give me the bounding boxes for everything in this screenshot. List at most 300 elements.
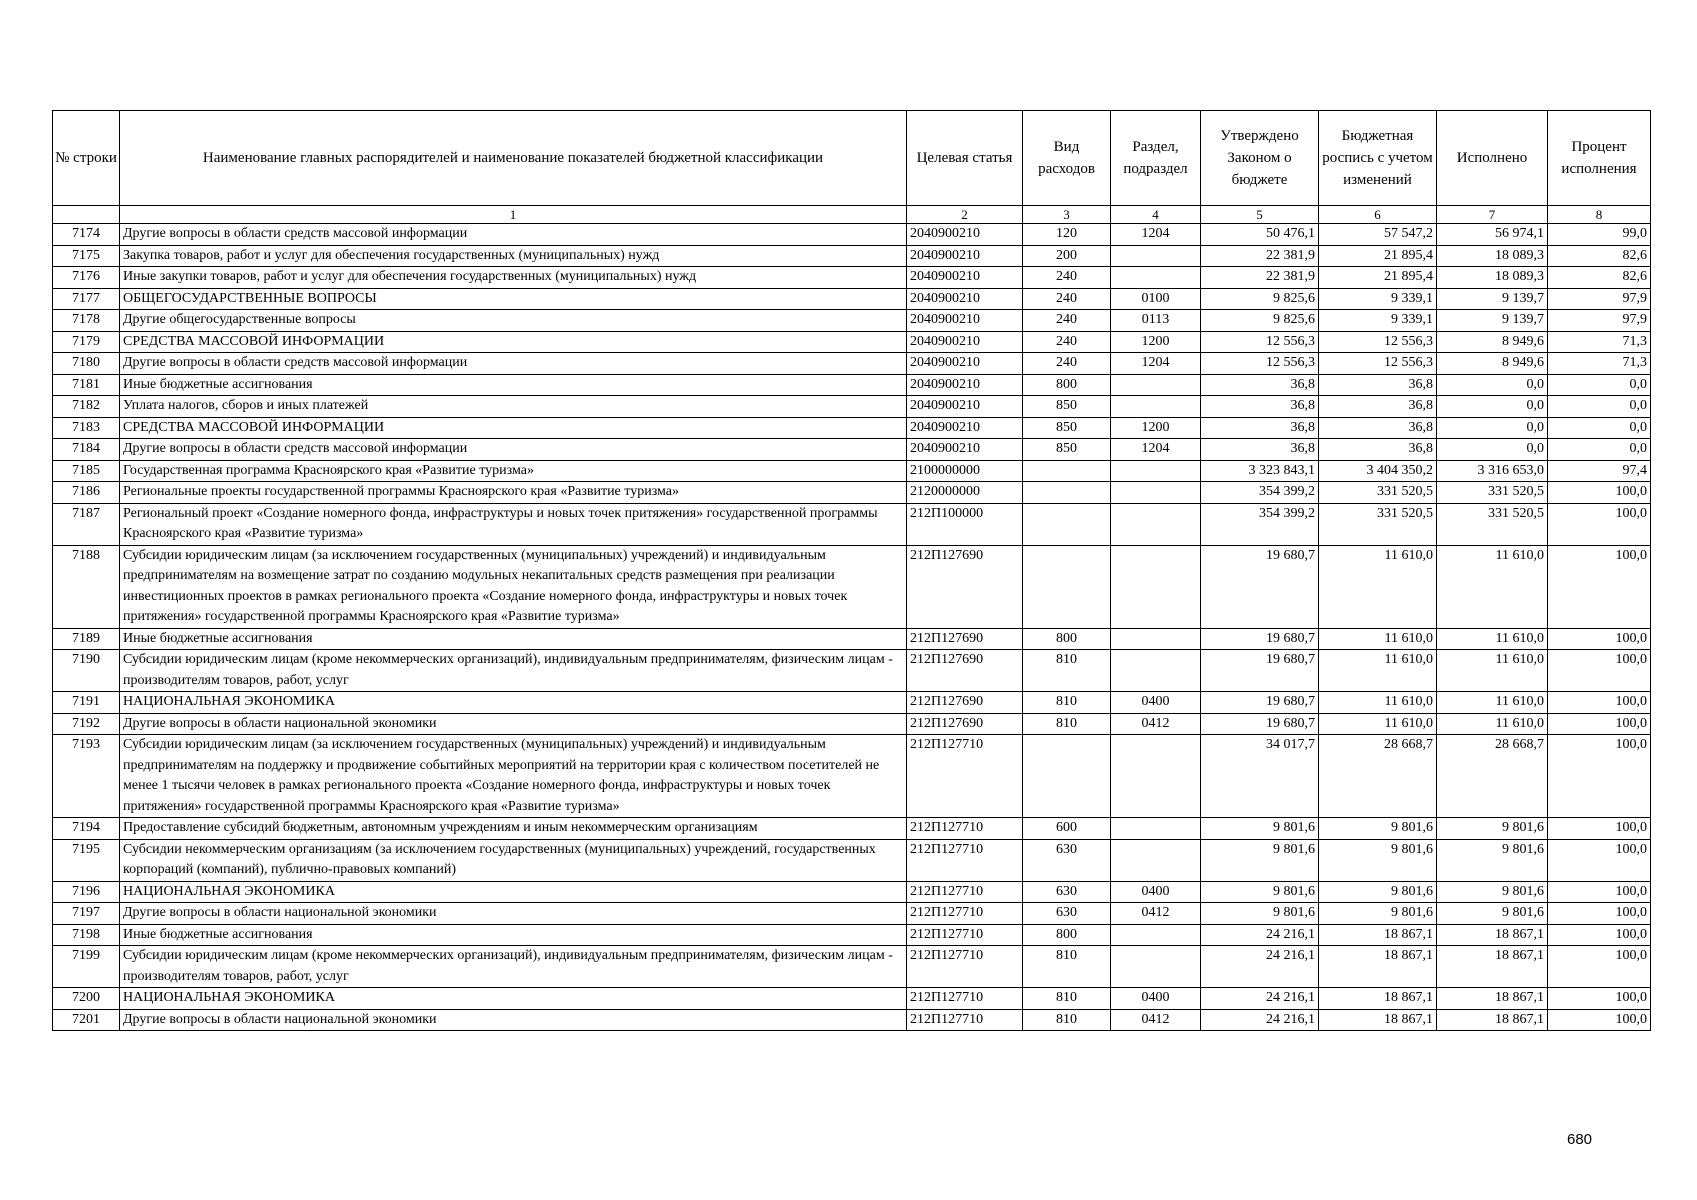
percent-cell: 100,0 bbox=[1548, 650, 1651, 692]
executed-cell: 331 520,5 bbox=[1437, 482, 1548, 504]
row-number-cell: 7200 bbox=[53, 988, 120, 1010]
header-row bbox=[53, 111, 1651, 206]
approved-cell: 9 801,6 bbox=[1201, 881, 1319, 903]
row-number-cell: 7189 bbox=[53, 628, 120, 650]
approved-cell: 24 216,1 bbox=[1201, 1009, 1319, 1031]
approved-cell: 9 801,6 bbox=[1201, 818, 1319, 840]
name-cell: Региональные проекты государственной программы Красноярского края «Развитие туризма» bbox=[120, 482, 907, 504]
name-cell: Другие вопросы в области средств массовой информации bbox=[120, 439, 907, 461]
percent-cell: 99,0 bbox=[1548, 224, 1651, 246]
row-number-cell: 7181 bbox=[53, 374, 120, 396]
budget-schedule-cell: 11 610,0 bbox=[1319, 713, 1437, 735]
section-cell bbox=[1111, 545, 1201, 628]
expense-type-cell: 850 bbox=[1023, 439, 1111, 461]
table-row bbox=[53, 650, 1651, 692]
row-number-cell: 7201 bbox=[53, 1009, 120, 1031]
approved-cell: 36,8 bbox=[1201, 374, 1319, 396]
approved-cell: 19 680,7 bbox=[1201, 650, 1319, 692]
budget-schedule-cell: 9 801,6 bbox=[1319, 839, 1437, 881]
percent-cell: 100,0 bbox=[1548, 713, 1651, 735]
approved-cell: 354 399,2 bbox=[1201, 482, 1319, 504]
percent-cell: 100,0 bbox=[1548, 545, 1651, 628]
approved-cell: 50 476,1 bbox=[1201, 224, 1319, 246]
table-row bbox=[53, 692, 1651, 714]
executed-cell: 8 949,6 bbox=[1437, 331, 1548, 353]
row-number-cell: 7194 bbox=[53, 818, 120, 840]
column-number: 4 bbox=[1111, 206, 1201, 224]
section-cell: 0400 bbox=[1111, 988, 1201, 1010]
section-cell: 1204 bbox=[1111, 439, 1201, 461]
target-article-cell: 2040900210 bbox=[907, 245, 1023, 267]
budget-schedule-cell: 9 801,6 bbox=[1319, 818, 1437, 840]
percent-cell: 100,0 bbox=[1548, 818, 1651, 840]
header-expense-type: Вид расходов bbox=[1023, 111, 1111, 206]
name-cell: Субсидии юридическим лицам (кроме некоммерческих организаций), индивидуальным предпринимателям, физическим лицам - производителям товаров, работ, услуг bbox=[120, 650, 907, 692]
row-number-cell: 7179 bbox=[53, 331, 120, 353]
budget-schedule-cell: 11 610,0 bbox=[1319, 628, 1437, 650]
expense-type-cell bbox=[1023, 503, 1111, 545]
header-name: Наименование главных распорядителей и наименование показателей бюджетной классификации bbox=[120, 111, 907, 206]
section-cell bbox=[1111, 245, 1201, 267]
table-body bbox=[53, 224, 1651, 1031]
expense-type-cell: 630 bbox=[1023, 903, 1111, 925]
row-number-cell: 7191 bbox=[53, 692, 120, 714]
approved-cell: 9 825,6 bbox=[1201, 310, 1319, 332]
row-number-cell: 7178 bbox=[53, 310, 120, 332]
target-article-cell: 2100000000 bbox=[907, 460, 1023, 482]
executed-cell: 9 801,6 bbox=[1437, 818, 1548, 840]
name-cell: Субсидии некоммерческим организациям (за исключением государственных (муниципальных) учреждений, государственных корпораций (компаний), публично-правовых компаний) bbox=[120, 839, 907, 881]
approved-cell: 24 216,1 bbox=[1201, 924, 1319, 946]
target-article-cell: 212П127710 bbox=[907, 903, 1023, 925]
budget-schedule-cell: 3 404 350,2 bbox=[1319, 460, 1437, 482]
table-row bbox=[53, 288, 1651, 310]
target-article-cell: 2040900210 bbox=[907, 331, 1023, 353]
target-article-cell: 212П127710 bbox=[907, 839, 1023, 881]
budget-schedule-cell: 18 867,1 bbox=[1319, 946, 1437, 988]
target-article-cell: 212П127690 bbox=[907, 650, 1023, 692]
target-article-cell: 212П127690 bbox=[907, 692, 1023, 714]
target-article-cell: 212П127690 bbox=[907, 545, 1023, 628]
budget-schedule-cell: 18 867,1 bbox=[1319, 988, 1437, 1010]
percent-cell: 71,3 bbox=[1548, 331, 1651, 353]
row-number-cell: 7195 bbox=[53, 839, 120, 881]
approved-cell: 36,8 bbox=[1201, 417, 1319, 439]
budget-schedule-cell: 36,8 bbox=[1319, 439, 1437, 461]
row-number-cell: 7187 bbox=[53, 503, 120, 545]
row-number-cell: 7186 bbox=[53, 482, 120, 504]
budget-execution-table bbox=[52, 110, 1651, 1031]
header-budget-schedule: Бюджетная роспись с учетом изменений bbox=[1319, 111, 1437, 206]
percent-cell: 71,3 bbox=[1548, 353, 1651, 375]
table-row bbox=[53, 713, 1651, 735]
executed-cell: 28 668,7 bbox=[1437, 735, 1548, 818]
target-article-cell: 2040900210 bbox=[907, 288, 1023, 310]
executed-cell: 18 867,1 bbox=[1437, 946, 1548, 988]
name-cell: Субсидии юридическим лицам (кроме некоммерческих организаций), индивидуальным предпринимателям, физическим лицам - производителям товаров, работ, услуг bbox=[120, 946, 907, 988]
name-cell: Предоставление субсидий бюджетным, автономным учреждениям и иным некоммерческим организациям bbox=[120, 818, 907, 840]
percent-cell: 100,0 bbox=[1548, 839, 1651, 881]
budget-schedule-cell: 9 801,6 bbox=[1319, 903, 1437, 925]
name-cell: СРЕДСТВА МАССОВОЙ ИНФОРМАЦИИ bbox=[120, 331, 907, 353]
expense-type-cell: 240 bbox=[1023, 267, 1111, 289]
approved-cell: 36,8 bbox=[1201, 396, 1319, 418]
expense-type-cell: 800 bbox=[1023, 628, 1111, 650]
column-number: 5 bbox=[1201, 206, 1319, 224]
section-cell: 1200 bbox=[1111, 331, 1201, 353]
percent-cell: 82,6 bbox=[1548, 267, 1651, 289]
row-number-cell: 7188 bbox=[53, 545, 120, 628]
percent-cell: 100,0 bbox=[1548, 1009, 1651, 1031]
row-number-cell: 7184 bbox=[53, 439, 120, 461]
table-row bbox=[53, 881, 1651, 903]
row-number-cell: 7193 bbox=[53, 735, 120, 818]
budget-schedule-cell: 11 610,0 bbox=[1319, 650, 1437, 692]
name-cell: Государственная программа Красноярского края «Развитие туризма» bbox=[120, 460, 907, 482]
executed-cell: 9 139,7 bbox=[1437, 310, 1548, 332]
section-cell bbox=[1111, 650, 1201, 692]
column-number-row bbox=[53, 206, 1651, 224]
expense-type-cell bbox=[1023, 545, 1111, 628]
table-row bbox=[53, 224, 1651, 246]
table-row bbox=[53, 396, 1651, 418]
name-cell: СРЕДСТВА МАССОВОЙ ИНФОРМАЦИИ bbox=[120, 417, 907, 439]
target-article-cell: 212П127710 bbox=[907, 988, 1023, 1010]
expense-type-cell: 810 bbox=[1023, 692, 1111, 714]
budget-schedule-cell: 36,8 bbox=[1319, 417, 1437, 439]
name-cell: ОБЩЕГОСУДАРСТВЕННЫЕ ВОПРОСЫ bbox=[120, 288, 907, 310]
row-number-cell: 7175 bbox=[53, 245, 120, 267]
column-number: 7 bbox=[1437, 206, 1548, 224]
table-row bbox=[53, 245, 1651, 267]
section-cell: 0113 bbox=[1111, 310, 1201, 332]
table-row bbox=[53, 818, 1651, 840]
name-cell: Другие вопросы в области средств массовой информации bbox=[120, 224, 907, 246]
table-row bbox=[53, 460, 1651, 482]
column-number bbox=[53, 206, 120, 224]
header-section: Раздел, подраздел bbox=[1111, 111, 1201, 206]
name-cell: Иные закупки товаров, работ и услуг для обеспечения государственных (муниципальных) нужд bbox=[120, 267, 907, 289]
expense-type-cell: 850 bbox=[1023, 396, 1111, 418]
row-number-cell: 7185 bbox=[53, 460, 120, 482]
table-row bbox=[53, 1009, 1651, 1031]
name-cell: Субсидии юридическим лицам (за исключением государственных (муниципальных) учреждений) и индивидуальным предпринимателям на поддержку и продвижение событийных мероприятий на территории края с количеством посетителей не менее 1 тысячи человек в рамках регионального проекта «Создание номерного фонда, инфраструктуры и новых точек притяжения» государственной программы Красноярского края «Развитие туризма» bbox=[120, 735, 907, 818]
target-article-cell: 2040900210 bbox=[907, 267, 1023, 289]
name-cell: Другие вопросы в области национальной экономики bbox=[120, 713, 907, 735]
percent-cell: 100,0 bbox=[1548, 628, 1651, 650]
executed-cell: 331 520,5 bbox=[1437, 503, 1548, 545]
executed-cell: 8 949,6 bbox=[1437, 353, 1548, 375]
percent-cell: 100,0 bbox=[1548, 881, 1651, 903]
column-number: 1 bbox=[120, 206, 907, 224]
name-cell: Региональный проект «Создание номерного фонда, инфраструктуры и новых точек притяжения» государственной программы Красноярского края «Развитие туризма» bbox=[120, 503, 907, 545]
expense-type-cell: 120 bbox=[1023, 224, 1111, 246]
approved-cell: 19 680,7 bbox=[1201, 628, 1319, 650]
executed-cell: 0,0 bbox=[1437, 439, 1548, 461]
percent-cell: 100,0 bbox=[1548, 946, 1651, 988]
section-cell bbox=[1111, 503, 1201, 545]
table-row bbox=[53, 482, 1651, 504]
percent-cell: 100,0 bbox=[1548, 692, 1651, 714]
expense-type-cell: 850 bbox=[1023, 417, 1111, 439]
approved-cell: 34 017,7 bbox=[1201, 735, 1319, 818]
row-number-cell: 7197 bbox=[53, 903, 120, 925]
table-row bbox=[53, 988, 1651, 1010]
expense-type-cell: 810 bbox=[1023, 1009, 1111, 1031]
row-number-cell: 7183 bbox=[53, 417, 120, 439]
table-row bbox=[53, 331, 1651, 353]
section-cell bbox=[1111, 482, 1201, 504]
section-cell: 0100 bbox=[1111, 288, 1201, 310]
target-article-cell: 2120000000 bbox=[907, 482, 1023, 504]
section-cell bbox=[1111, 924, 1201, 946]
percent-cell: 0,0 bbox=[1548, 439, 1651, 461]
table-row bbox=[53, 545, 1651, 628]
name-cell: Иные бюджетные ассигнования bbox=[120, 924, 907, 946]
percent-cell: 100,0 bbox=[1548, 503, 1651, 545]
executed-cell: 11 610,0 bbox=[1437, 545, 1548, 628]
section-cell bbox=[1111, 460, 1201, 482]
expense-type-cell: 810 bbox=[1023, 713, 1111, 735]
row-number-cell: 7199 bbox=[53, 946, 120, 988]
approved-cell: 9 801,6 bbox=[1201, 903, 1319, 925]
target-article-cell: 2040900210 bbox=[907, 374, 1023, 396]
approved-cell: 24 216,1 bbox=[1201, 988, 1319, 1010]
budget-schedule-cell: 28 668,7 bbox=[1319, 735, 1437, 818]
row-number-cell: 7198 bbox=[53, 924, 120, 946]
section-cell: 0400 bbox=[1111, 881, 1201, 903]
expense-type-cell: 800 bbox=[1023, 374, 1111, 396]
expense-type-cell: 240 bbox=[1023, 331, 1111, 353]
row-number-cell: 7196 bbox=[53, 881, 120, 903]
target-article-cell: 212П127710 bbox=[907, 881, 1023, 903]
budget-schedule-cell: 9 801,6 bbox=[1319, 881, 1437, 903]
row-number-cell: 7174 bbox=[53, 224, 120, 246]
executed-cell: 3 316 653,0 bbox=[1437, 460, 1548, 482]
budget-schedule-cell: 57 547,2 bbox=[1319, 224, 1437, 246]
executed-cell: 9 801,6 bbox=[1437, 903, 1548, 925]
expense-type-cell: 240 bbox=[1023, 288, 1111, 310]
executed-cell: 11 610,0 bbox=[1437, 713, 1548, 735]
table-row bbox=[53, 924, 1651, 946]
row-number-cell: 7177 bbox=[53, 288, 120, 310]
section-cell bbox=[1111, 818, 1201, 840]
table-row bbox=[53, 417, 1651, 439]
percent-cell: 0,0 bbox=[1548, 396, 1651, 418]
row-number-cell: 7180 bbox=[53, 353, 120, 375]
section-cell: 0412 bbox=[1111, 1009, 1201, 1031]
expense-type-cell bbox=[1023, 460, 1111, 482]
expense-type-cell: 810 bbox=[1023, 946, 1111, 988]
expense-type-cell: 200 bbox=[1023, 245, 1111, 267]
target-article-cell: 2040900210 bbox=[907, 439, 1023, 461]
table-row bbox=[53, 946, 1651, 988]
name-cell: Субсидии юридическим лицам (за исключением государственных (муниципальных) учреждений) и индивидуальным предпринимателям на возмещение затрат по созданию модульных некапитальных средств размещения при реализации инвестиционных проектов в рамках регионального проекта «Создание номерного фонда, инфраструктуры и новых точек притяжения» государственной программы Красноярского края «Развитие туризма» bbox=[120, 545, 907, 628]
row-number-cell: 7182 bbox=[53, 396, 120, 418]
expense-type-cell: 810 bbox=[1023, 988, 1111, 1010]
budget-schedule-cell: 21 895,4 bbox=[1319, 245, 1437, 267]
expense-type-cell: 630 bbox=[1023, 881, 1111, 903]
target-article-cell: 2040900210 bbox=[907, 353, 1023, 375]
executed-cell: 11 610,0 bbox=[1437, 628, 1548, 650]
percent-cell: 100,0 bbox=[1548, 735, 1651, 818]
name-cell: Иные бюджетные ассигнования bbox=[120, 628, 907, 650]
expense-type-cell: 600 bbox=[1023, 818, 1111, 840]
table-row bbox=[53, 267, 1651, 289]
approved-cell: 9 801,6 bbox=[1201, 839, 1319, 881]
section-cell bbox=[1111, 267, 1201, 289]
section-cell: 0412 bbox=[1111, 713, 1201, 735]
name-cell: НАЦИОНАЛЬНАЯ ЭКОНОМИКА bbox=[120, 881, 907, 903]
percent-cell: 100,0 bbox=[1548, 924, 1651, 946]
header-executed: Исполнено bbox=[1437, 111, 1548, 206]
executed-cell: 0,0 bbox=[1437, 374, 1548, 396]
target-article-cell: 212П127690 bbox=[907, 713, 1023, 735]
approved-cell: 3 323 843,1 bbox=[1201, 460, 1319, 482]
executed-cell: 11 610,0 bbox=[1437, 650, 1548, 692]
section-cell bbox=[1111, 374, 1201, 396]
executed-cell: 9 801,6 bbox=[1437, 839, 1548, 881]
expense-type-cell: 810 bbox=[1023, 650, 1111, 692]
percent-cell: 100,0 bbox=[1548, 903, 1651, 925]
expense-type-cell bbox=[1023, 482, 1111, 504]
executed-cell: 11 610,0 bbox=[1437, 692, 1548, 714]
section-cell bbox=[1111, 628, 1201, 650]
executed-cell: 18 089,3 bbox=[1437, 245, 1548, 267]
table-row bbox=[53, 903, 1651, 925]
target-article-cell: 212П127710 bbox=[907, 1009, 1023, 1031]
column-number: 2 bbox=[907, 206, 1023, 224]
name-cell: Другие вопросы в области средств массовой информации bbox=[120, 353, 907, 375]
budget-schedule-cell: 12 556,3 bbox=[1319, 353, 1437, 375]
expense-type-cell bbox=[1023, 735, 1111, 818]
section-cell bbox=[1111, 396, 1201, 418]
section-cell: 1200 bbox=[1111, 417, 1201, 439]
row-number-cell: 7176 bbox=[53, 267, 120, 289]
approved-cell: 9 825,6 bbox=[1201, 288, 1319, 310]
row-number-cell: 7192 bbox=[53, 713, 120, 735]
percent-cell: 100,0 bbox=[1548, 482, 1651, 504]
approved-cell: 24 216,1 bbox=[1201, 946, 1319, 988]
approved-cell: 22 381,9 bbox=[1201, 267, 1319, 289]
executed-cell: 18 867,1 bbox=[1437, 924, 1548, 946]
budget-schedule-cell: 18 867,1 bbox=[1319, 924, 1437, 946]
budget-schedule-cell: 36,8 bbox=[1319, 374, 1437, 396]
budget-schedule-cell: 12 556,3 bbox=[1319, 331, 1437, 353]
target-article-cell: 212П127690 bbox=[907, 628, 1023, 650]
name-cell: НАЦИОНАЛЬНАЯ ЭКОНОМИКА bbox=[120, 988, 907, 1010]
executed-cell: 18 867,1 bbox=[1437, 988, 1548, 1010]
percent-cell: 97,4 bbox=[1548, 460, 1651, 482]
percent-cell: 0,0 bbox=[1548, 417, 1651, 439]
approved-cell: 12 556,3 bbox=[1201, 353, 1319, 375]
row-number-cell: 7190 bbox=[53, 650, 120, 692]
executed-cell: 18 089,3 bbox=[1437, 267, 1548, 289]
expense-type-cell: 240 bbox=[1023, 353, 1111, 375]
executed-cell: 0,0 bbox=[1437, 417, 1548, 439]
table-row bbox=[53, 839, 1651, 881]
target-article-cell: 2040900210 bbox=[907, 396, 1023, 418]
budget-schedule-cell: 9 339,1 bbox=[1319, 310, 1437, 332]
target-article-cell: 212П127710 bbox=[907, 924, 1023, 946]
name-cell: Закупка товаров, работ и услуг для обеспечения государственных (муниципальных) нужд bbox=[120, 245, 907, 267]
section-cell: 1204 bbox=[1111, 224, 1201, 246]
section-cell: 1204 bbox=[1111, 353, 1201, 375]
table-row bbox=[53, 310, 1651, 332]
header-approved: Утверждено Законом о бюджете bbox=[1201, 111, 1319, 206]
executed-cell: 56 974,1 bbox=[1437, 224, 1548, 246]
target-article-cell: 212П100000 bbox=[907, 503, 1023, 545]
table-row bbox=[53, 503, 1651, 545]
approved-cell: 354 399,2 bbox=[1201, 503, 1319, 545]
approved-cell: 22 381,9 bbox=[1201, 245, 1319, 267]
percent-cell: 97,9 bbox=[1548, 310, 1651, 332]
name-cell: Другие вопросы в области национальной экономики bbox=[120, 1009, 907, 1031]
target-article-cell: 212П127710 bbox=[907, 735, 1023, 818]
target-article-cell: 212П127710 bbox=[907, 946, 1023, 988]
budget-schedule-cell: 11 610,0 bbox=[1319, 692, 1437, 714]
budget-schedule-cell: 331 520,5 bbox=[1319, 482, 1437, 504]
section-cell: 0412 bbox=[1111, 903, 1201, 925]
column-number: 3 bbox=[1023, 206, 1111, 224]
percent-cell: 82,6 bbox=[1548, 245, 1651, 267]
budget-schedule-cell: 331 520,5 bbox=[1319, 503, 1437, 545]
table-row bbox=[53, 353, 1651, 375]
expense-type-cell: 240 bbox=[1023, 310, 1111, 332]
header-target-article: Целевая статья bbox=[907, 111, 1023, 206]
percent-cell: 97,9 bbox=[1548, 288, 1651, 310]
page-number: 680 bbox=[1567, 1131, 1593, 1148]
table-row bbox=[53, 735, 1651, 818]
section-cell bbox=[1111, 735, 1201, 818]
table-row bbox=[53, 439, 1651, 461]
expense-type-cell: 800 bbox=[1023, 924, 1111, 946]
executed-cell: 0,0 bbox=[1437, 396, 1548, 418]
expense-type-cell: 630 bbox=[1023, 839, 1111, 881]
budget-schedule-cell: 11 610,0 bbox=[1319, 545, 1437, 628]
executed-cell: 18 867,1 bbox=[1437, 1009, 1548, 1031]
section-cell bbox=[1111, 946, 1201, 988]
budget-schedule-cell: 21 895,4 bbox=[1319, 267, 1437, 289]
table-row bbox=[53, 374, 1651, 396]
name-cell: Иные бюджетные ассигнования bbox=[120, 374, 907, 396]
approved-cell: 36,8 bbox=[1201, 439, 1319, 461]
executed-cell: 9 139,7 bbox=[1437, 288, 1548, 310]
name-cell: Другие общегосударственные вопросы bbox=[120, 310, 907, 332]
section-cell: 0400 bbox=[1111, 692, 1201, 714]
header-percent: Процент исполнения bbox=[1548, 111, 1651, 206]
section-cell bbox=[1111, 839, 1201, 881]
approved-cell: 19 680,7 bbox=[1201, 713, 1319, 735]
target-article-cell: 2040900210 bbox=[907, 224, 1023, 246]
target-article-cell: 212П127710 bbox=[907, 818, 1023, 840]
target-article-cell: 2040900210 bbox=[907, 310, 1023, 332]
column-number: 6 bbox=[1319, 206, 1437, 224]
table-row bbox=[53, 628, 1651, 650]
approved-cell: 19 680,7 bbox=[1201, 692, 1319, 714]
budget-schedule-cell: 9 339,1 bbox=[1319, 288, 1437, 310]
name-cell: НАЦИОНАЛЬНАЯ ЭКОНОМИКА bbox=[120, 692, 907, 714]
header-row-number: № строки bbox=[53, 111, 120, 206]
approved-cell: 12 556,3 bbox=[1201, 331, 1319, 353]
name-cell: Уплата налогов, сборов и иных платежей bbox=[120, 396, 907, 418]
budget-schedule-cell: 36,8 bbox=[1319, 396, 1437, 418]
executed-cell: 9 801,6 bbox=[1437, 881, 1548, 903]
percent-cell: 100,0 bbox=[1548, 988, 1651, 1010]
name-cell: Другие вопросы в области национальной экономики bbox=[120, 903, 907, 925]
approved-cell: 19 680,7 bbox=[1201, 545, 1319, 628]
budget-schedule-cell: 18 867,1 bbox=[1319, 1009, 1437, 1031]
